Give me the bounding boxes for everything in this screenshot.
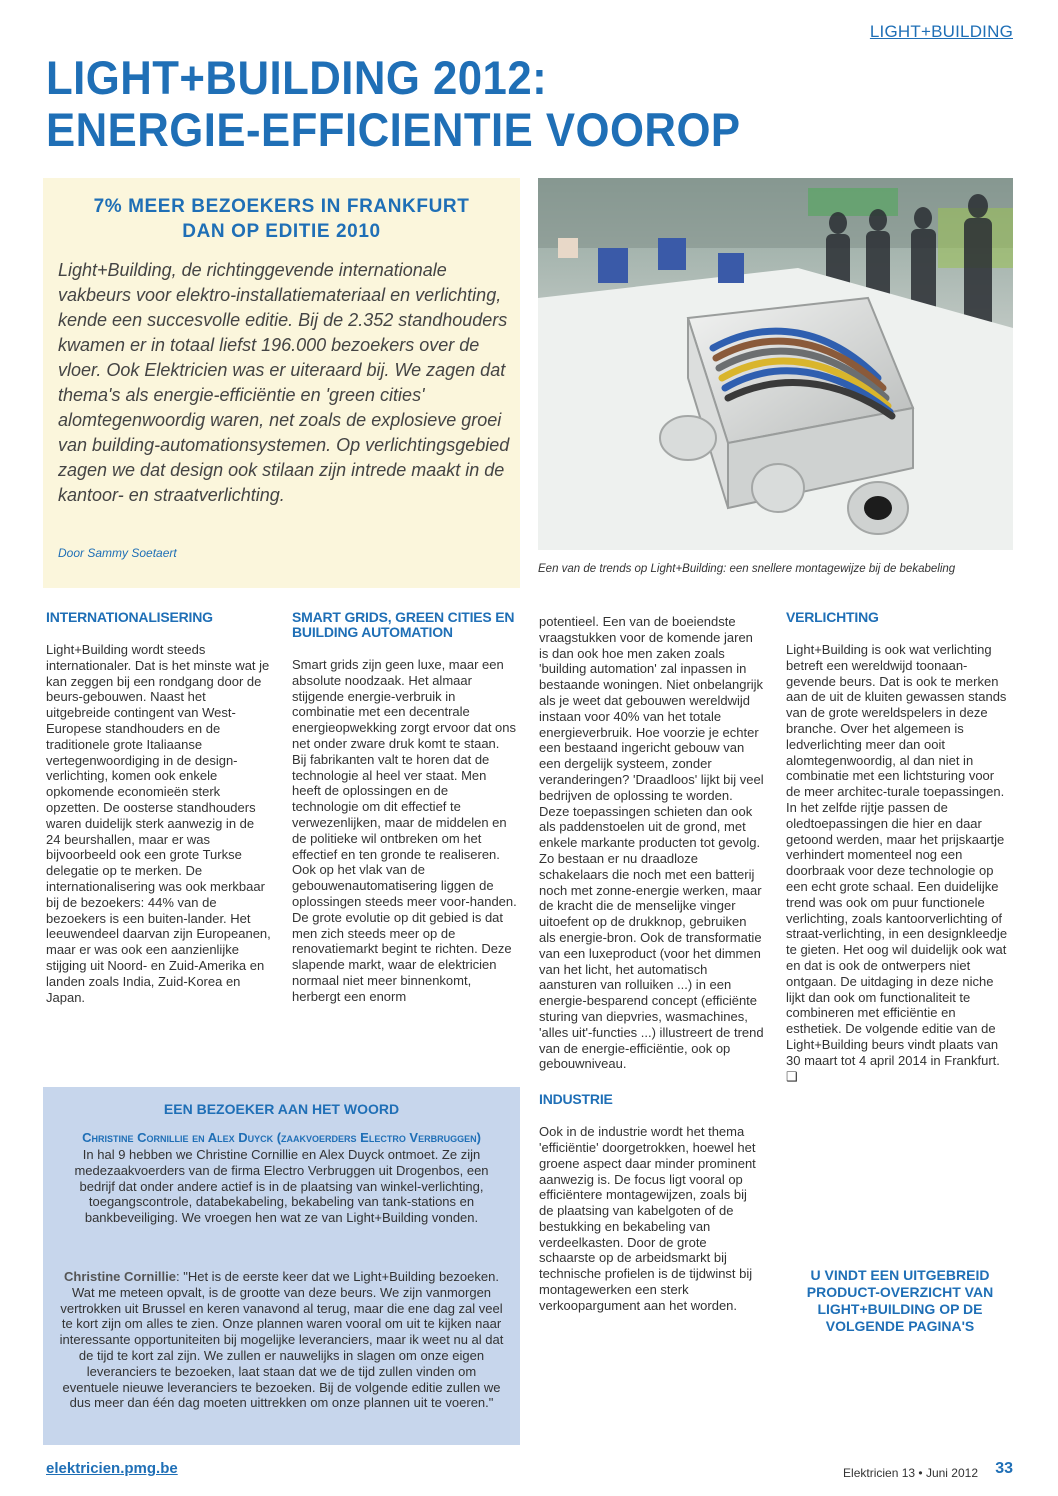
headline-line-1: LIGHT+BUILDING 2012: [46, 51, 548, 104]
visitor-title: EEN BEZOEKER AAN HET WOORD [163, 1101, 400, 1117]
heading-smart-grids: SMART GRIDS, GREEN CITIES EN BUILDING AUTOMATION [292, 609, 515, 640]
heading-verlichting: VERLICHTING [786, 609, 879, 625]
intro-author: Door Sammy Soetaert [58, 546, 177, 560]
intro-title-line-2: DAN OP EDITIE 2010 [182, 221, 381, 242]
heading-industrie: INDUSTRIE [539, 1091, 613, 1108]
intro-title [43, 194, 520, 244]
column-continued [539, 614, 764, 1314]
intro-box [43, 178, 520, 588]
section-tag[interactable]: LIGHT+BUILDING [869, 22, 1013, 41]
headline [46, 52, 939, 156]
body-internationalisering: Light+Building wordt steeds internationaler. Dat is het minste wat je kan zeggen bij een rondgang door de beurs-gebouwen. Naast het uitgebreide contingent van West-Europese standhouders en de traditionele grote Italiaanse vertegenwoordiging in de design-verlichting, komen ook enkele opkomende economieën sterk opzetten. De oosterse standhouders waren duidelijk sterk aanwezig in de 24 beurshallen, maar er was bijvoorbeeld ook een grote Turkse delegatie op te merken. De internationalisering was ook merkbaar bij de bezoekers: 44% van de bezoekers is een buiten-lander. Het leeuwendeel daarvan zijn Europeanen, maar er was ook een aanzienlijke stijging uit Noord- en Zuid-Amerika en landen zoals India, Zuid-Korea en Japan. [46, 642, 271, 1005]
visitor-subtitle: Christine Cornillie en Alex Duyck (zaakvoerders Electro Verbruggen) [82, 1130, 481, 1145]
promo-callout: U VINDT EEN UITGEBREID PRODUCT-OVERZICHT VAN LIGHT+BUILDING OP DE VOLGENDE PAGINA'S [806, 1267, 994, 1334]
trade-fair-photo [538, 178, 1013, 550]
intro-title-line-1: 7% MEER BEZOEKERS IN FRANKFURT [93, 196, 470, 217]
footer-issue: Elektricien 13 • Juni 2012 [843, 1466, 978, 1480]
footer-site-link[interactable]: elektricien.pmg.be [46, 1460, 178, 1477]
column-verlichting [786, 610, 1011, 1084]
quote-text: : "Het is de eerste keer dat we Light+Building bezoeken. Wat me meteen opvalt, is de grootte van deze beurs. We zijn vanmorgen vertrokken uit Brussel en keren vanavond al terug, maar die ene dag zal veel te kort zijn om alles te zien. Onze plannen waren vooral om uit te kijken naar interessante opportuniteiten bij mogelijke leveranciers, maar ik weet nu al dat de tijd te kort zal zijn. We zullen er nauwelijks in slagen om onze eigen leveranciers te bezoeken, laat staan dat we de tijd zullen vinden om eventuele nieuwe leveranciers te bezoeken. Bij de volgende editie zullen we dus meer dan één dag moeten uittrekken om onze plannen uit te voeren." [59, 1269, 504, 1411]
visitor-intro-text: In hal 9 hebben we Christine Cornillie en Alex Duyck ontmoet. Ze zijn medezaakvoerders van de firma Electro Verbruggen uit Drogenbos, een bedrijf dat onder andere actief is in de plaatsing van winkel-verlichting, toegangscontrole, databekabeling, bekabeling van tank-stations en bankbeveiliging. We vroegen hen wat ze van Light+Building vonden. [74, 1147, 489, 1226]
column-internationalisering [46, 610, 271, 1005]
body-smart-grids: Smart grids zijn geen luxe, maar een absolute noodzaak. Het almaar stijgende energie-verbruik in combinatie met een decentrale energieopwekking zorgt ervoor dat ons net onder zware druk komt te staan. Bij fabrikanten valt te horen dat de technologie al heel ver staat. Men heeft de oplossingen en de technologie om dit effectief te verwezenlijken, maar de middelen en de politieke wil ontbreken om het effectief en ten gronde te realiseren. Ook op het vlak van de gebouwenautomatisering liggen de oplossingen steeds meer voor-handen. De grote evolutie op dit gebied is dat men zich steeds meer op de renovatiemarkt begint te richten. Deze slapende markt, waar de elektricien normaal niet meer binnenkomt, herbergt een enorm [292, 657, 517, 1004]
quote-speaker: Christine Cornillie [64, 1269, 176, 1284]
junction-box-photo-illustration [538, 178, 1013, 550]
visitor-quote [57, 1269, 506, 1411]
headline-line-2: ENERGIE-EFFICIENTIE VOOROP [46, 103, 741, 156]
photo-caption: Een van de trends op Light+Building: een snellere montagewijze bij de bekabeling [538, 563, 956, 575]
column-smart-grids [292, 610, 517, 1005]
body-industrie: Ook in de industrie wordt het thema 'efficiëntie' doorgetrokken, hoewel het groene aspect daar minder prominent aanwezig is. De focus ligt vooral op efficiëntere montagewijzen, zoals bij de plaatsing van kabelgoten of de bestukking en bekabeling van verdeelkasten. Door de grote schaarste op de arbeidsmarkt bij technische profielen is de tijdwinst bij montagewerken een sterk verkoopargument aan het worden. [539, 1124, 756, 1313]
heading-internationalisering: INTERNATIONALISERING [46, 609, 213, 625]
footer-page-number: 33 [995, 1460, 1013, 1477]
intro-text: Light+Building, de richtinggevende internationale vakbeurs voor elektro-installatiemateriaal en verlichting, kende een succesvolle editie. Bij de 2.352 standhouders kwamen er in totaal liefst 196.000 bezoekers over de vloer. Ook Elektricien was er uiteraard bij. We zagen dat thema's als energie-efficiëntie en 'green cities' alomtegenwoordig waren, net zoals de explosieve groei van building-automationsystemen. Op verlichtingsgebied zagen we dat design ook stilaan zijn intrede maakt in de kantoor- en straatverlichting. [58, 260, 510, 505]
body-smart-grids-continued: potentieel. Een van de boeiendste vraagstukken voor de komende jaren is dan ook hoe men zaken zoals 'building automation' zal inpassen in bestaande woningen. Niet onbelangrijk als je weet dat gebouwen wereldwijd instaan voor 40% van het totale energieverbruik. Hoe voorzie je echter een bestaand ingericht gebouw van een dergelijk systeem, zonder veranderingen? 'Draadloos' lijkt bij veel bedrijven de oplossing te worden. Deze toepassingen schieten dan ook als paddenstoelen uit de grond, met enkele markante producten tot gevolg. Zo bestaan er nu draadloze schakelaars die noch met een batterij noch met zonne-energie werken, maar de kracht die de menselijke vinger uitoefent op de drukknop, gebruiken als energie-bron. Ook de transformatie van een luxeproduct (voor het dimmen van het licht, het automatisch aansturen van rolluiken ...) in een energie-besparend concept (efficiënte sturing van diepvries, wasmachines, 'alles uit'-functies ...) illustreert de trend van de energie-efficiëntie, ook op gebouwniveau. [539, 614, 764, 1072]
visitor-box [43, 1087, 520, 1445]
body-verlichting: Light+Building is ook wat verlichting betreft een wereldwijd toonaan-gevende beurs. Dat is ook te merken aan de uit de kluiten gewassen stands van de grote wereldspelers in deze branche. Over het algemeen is ledverlichting meer dan ooit alomtegenwoordig, al dan niet in combinatie met een lichtsturing voor de meer architec-turale toepassingen. In het zelfde rijtje passen de oledtoepassingen die hier en daar getoond werden, maar het prijskaartje verhindert momenteel nog een doorbraak voor deze technologie op een echt grote schaal. Een duidelijke trend was ook om puur functionele verlichting, zoals kantoorverlichting of straat-verlichting, in een designkleedje te gieten. Het oog wil duidelijk ook wat en dat is ook de ontwerpers niet ontgaan. De uitdaging in deze niche lijkt dan ook om functionaliteit te combineren met efficiëntie en esthetiek. De volgende editie van de Light+Building beurs vindt plaats van 30 maart tot 4 april 2014 in Frankfurt. ❑ [786, 642, 1008, 1084]
